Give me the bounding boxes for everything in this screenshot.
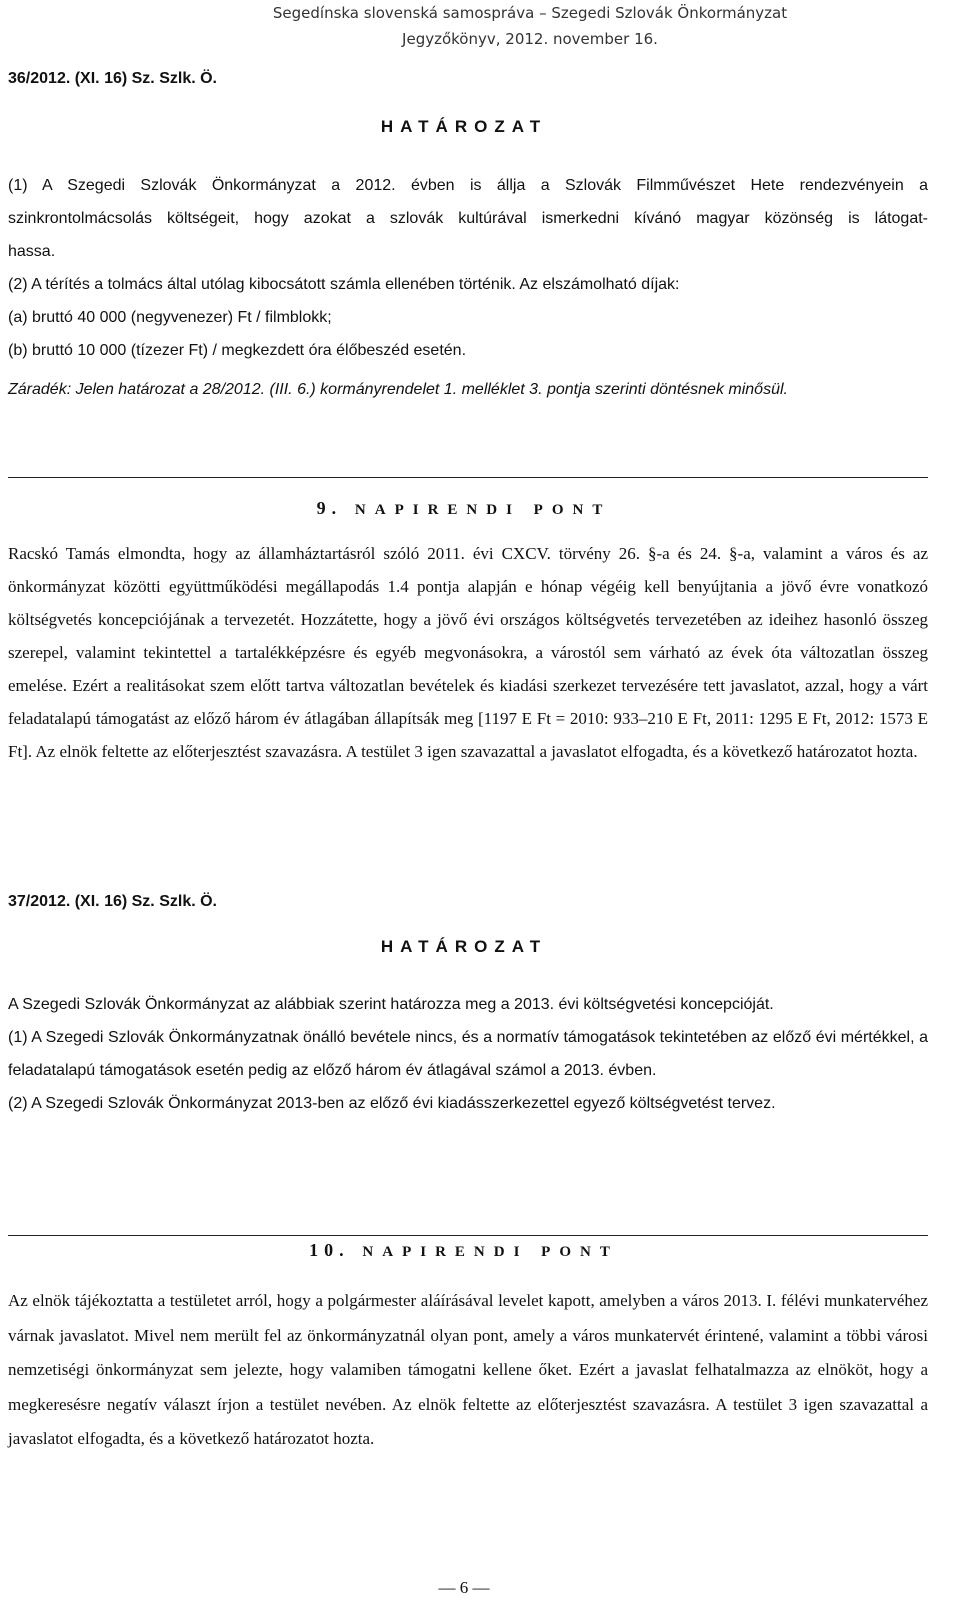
resolution-title: HATÁROZAT [380, 937, 548, 956]
agenda-label: NAPIRENDI PONT [362, 1244, 619, 1260]
resolution-line: szinkrontolmácsolás költségeit, hogy azokat a szlovák kultúrával ismerkedni kívánó magyar közönség is látogat- [8, 210, 928, 227]
agenda-heading [0, 1240, 928, 1261]
resolution-line: (1) A Szegedi Szlovák Önkormányzat a 2012. évben is állja a Szlovák Filmművészet Hete rendezvényein a [8, 177, 928, 194]
agenda-number: 10. [309, 1240, 350, 1260]
resolution-clause: Záradék: Jelen határozat a 28/2012. (III. 6.) kormányrendelet 1. melléklet 3. pontja szerinti döntésnek minősül. [8, 381, 788, 398]
resolution-line: (b) bruttó 10 000 (tízezer Ft) / megkezdett óra élőbeszéd esetén. [8, 342, 467, 359]
resolution-number: 36/2012. (XI. 16) Sz. Szlk. Ö. [8, 70, 217, 87]
section-divider [8, 477, 928, 478]
resolution-number: 37/2012. (XI. 16) Sz. Szlk. Ö. [8, 893, 217, 910]
resolution-paragraph: (1) A Szegedi Szlovák Önkormányzatnak önálló bevétele nincs, és a normatív támogatások tekintetében az előző évi mértékkel, a feladatalapú támogatások esetén pedig az előző három év átlagával számol a 2013. évben. [8, 1029, 928, 1079]
resolution-intro: A Szegedi Szlovák Önkormányzat az alábbiak szerint határozza meg a 2013. évi költségvetési koncepcióját. [8, 996, 774, 1013]
header-subtitle: Jegyzőkönyv, 2012. november 16. [402, 30, 658, 48]
agenda-text [8, 1284, 928, 1457]
agenda-paragraph: Racskó Tamás elmondta, hogy az államháztartásról szóló 2011. évi CXCV. törvény 26. §-a és 24. §-a, valamint a város és az önkormányzat közötti együttműködési megállapodás 1.4 pontja alapján e hónap végéig kell benyújtania a jövő évre vonatkozó költségvetés koncepciójának a tervezetét. Hozzátette, hogy a jövő évi országos költségvetés tervezetében az ideihez hasonló összeg szerepel, valamint tekintettel a tartalékképzésre és egyéb megvonásokra, a várostól sem várható az évek óta változatlan összeg emelése. Ezért a realitásokat szem előtt tartva változatlan bevételek és kiadási szerkezet tervezésére tett javaslatot, azzal, hogy a várt feladatalapú támogatást az előző három év átlagában állapítsák meg [1197 E Ft = 2010: 933–210 E Ft, 2011: 1295 E Ft, 2012: 1573 E Ft]. Az elnök feltette az előterjesztést szavazásra. A testület 3 igen szavazattal a javaslatot elfogadta, és a következő határozatot hozta. [8, 544, 928, 761]
section-divider [8, 1235, 928, 1236]
resolution-line: (2) A térítés a tolmács által utólag kibocsátott számla ellenében történik. Az elszámolható díjak: [8, 276, 680, 293]
resolution-paragraph: (2) A Szegedi Szlovák Önkormányzat 2013-ben az előző évi kiadásszerkezettel egyező költségvetést tervez. [8, 1095, 776, 1112]
agenda-label: NAPIRENDI PONT [354, 502, 612, 518]
page-header [150, 0, 910, 52]
agenda-text [8, 537, 928, 768]
header-title: Segedínska slovenská samospráva – Szegedi Szlovák Önkormányzat [272, 4, 788, 22]
resolution-line: (a) bruttó 40 000 (negyvenezer) Ft / filmblokk; [8, 309, 332, 326]
resolution-body [8, 169, 928, 406]
resolution-body [8, 988, 928, 1120]
agenda-heading [0, 498, 928, 519]
agenda-paragraph: Az elnök tájékoztatta a testületet arról, hogy a polgármester aláírásával levelet kapott, amelyben a város 2013. I. félévi munkatervéhez várnak javaslatot. Mivel nem merült fel az önkormányzatnál olyan pont, amely a város munkatervét érintené, valamint a többi városi nemzetiségi önkormányzat sem jelezte, hogy valamiben támogatni kellene őket. Ezért a javaslat felhatalmazza az elnököt, hogy a megkeresésre negatív választ írjon a testület nevében. Az elnök feltette az előterjesztést szavazásra. A testület 3 igen szavazattal a javaslatot elfogadta, és a következő határozatot hozta. [8, 1291, 928, 1448]
resolution-line: hassa. [8, 243, 56, 260]
agenda-number: 9. [316, 498, 343, 518]
resolution-title: HATÁROZAT [380, 117, 548, 136]
page-number: — 6 — [438, 1578, 490, 1597]
